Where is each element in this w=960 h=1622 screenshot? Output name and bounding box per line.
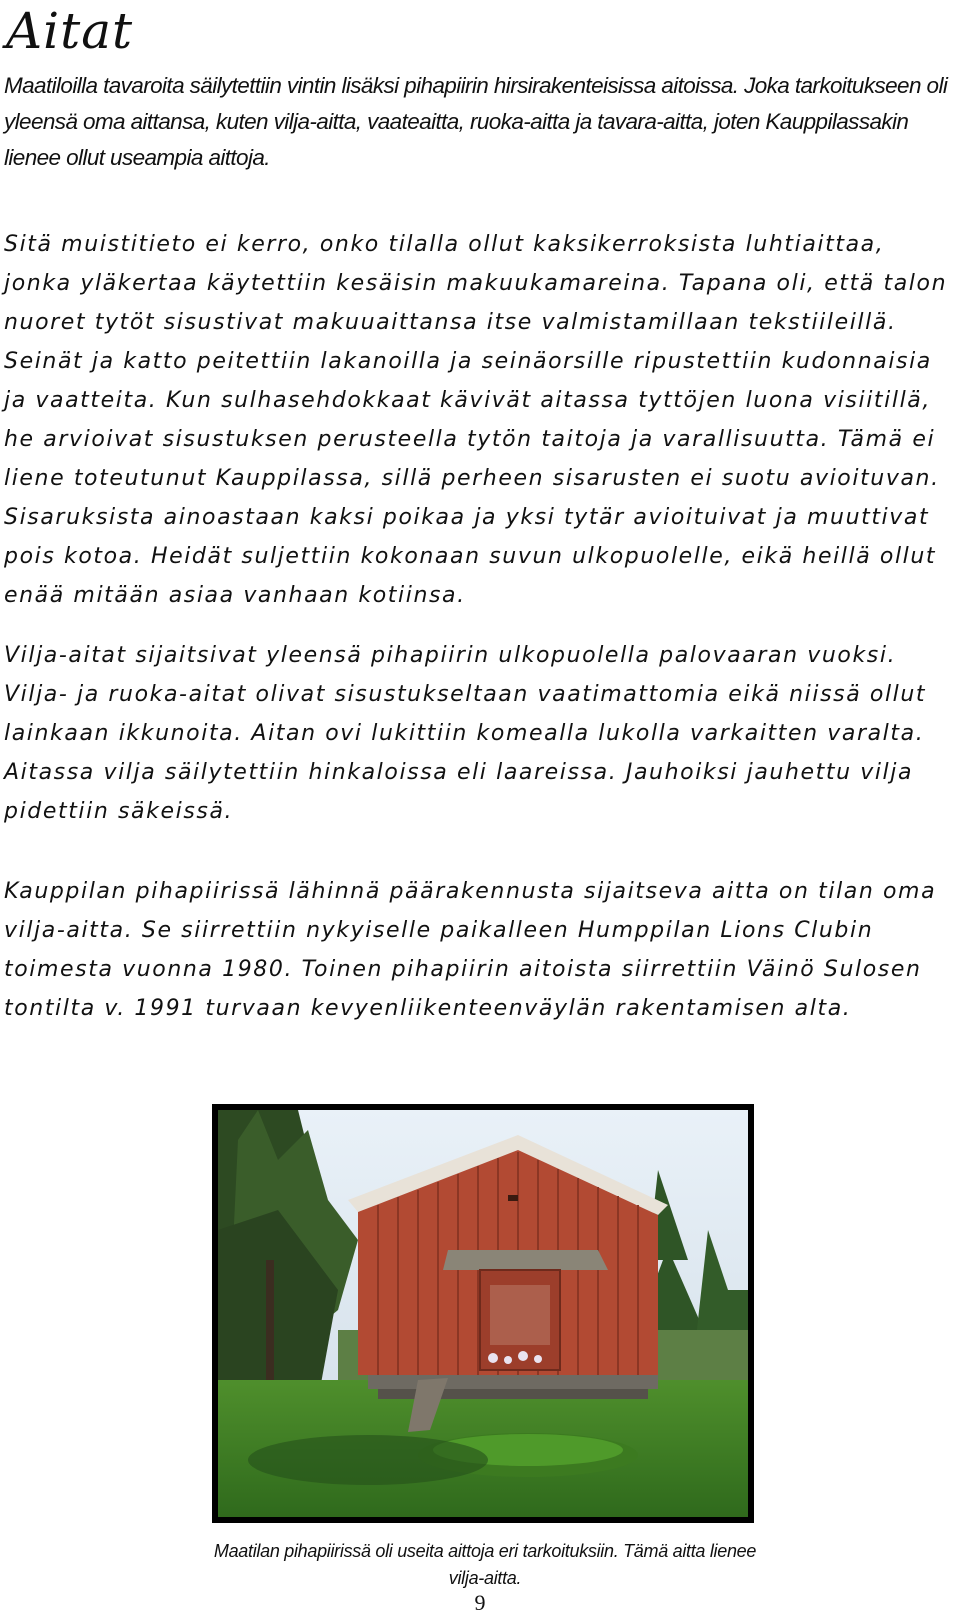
intro-paragraph: Maatiloilla tavaroita säilytettiin vintin lisäksi pihapiirin hirsirakenteisissa aitoissa. Joka tarkoitukseen oli yleensä oma aittansa, kuten vilja-aitta, vaateaitta, ruoka-aitta ja tavara-aitta, joten Kauppilassakin lienee ollut useampia aittoja. [4,73,948,170]
body-paragraph: Sitä muistitieto ei kerro, onko tilalla ollut kaksikerroksista luhtiaittaa, jonka yläkertaa käytettiin kesäisin makuukamareina. Tapana oli, että talon nuoret tytöt sisustivat makuuaittansa itse valmistamillaan tekstiileillä. Seinät ja katto peitettiin lakanoilla ja seinäorsille ripustettiin kudonnaisia ja vaatteita. Kun sulhasehdokkaat kävivät aitassa tyttöjen luona visiitillä, he arvioivat sisustuksen perusteella tytön taitoja ja varallisuutta. Tämä ei liene toteutunut Kauppilassa, sillä perheen sisarusten ei suotu avioituvan. Sisaruksista ainoastaan kaksi poikaa ja yksi tytär avioituivat ja muuttivat pois kotoa. Heidät suljettiin kokonaan suvun ulkopuolelle, eikä heillä ollut enää mitään asiaa vanhaan kotiinsa. [4,232,948,608]
page-title: Aitat [6,2,134,60]
page-number: 9 [474,1590,486,1615]
body-paragraph: Kauppilan pihapiirissä lähinnä päärakennusta sijaitseva aitta on tilan oma vilja-aitta. Se siirrettiin nykyiselle paikalleen Humppilan Lions Clubin toimesta vuonna 1980. Toinen pihapiirin aitoista siirrettiin Väinö Sulosen tontilta v. 1991 turvaan kevyenliikenteenväylän rakentamisen alta. [4,879,937,1021]
photo-caption: Maatilan pihapiirissä oli useita aittoja eri tarkoituksiin. Tämä aitta lienee vilja-aitta. [213,1541,757,1588]
body-paragraph: Vilja-aitat sijaitsivat yleensä pihapiirin ulkopuolella palovaaran vuoksi. Vilja- ja ruoka-aitat olivat sisustukseltaan vaatimattomia eikä niissä ollut lainkaan ikkunoita. Aitan ovi lukittiin komealla lukolla varkaitten varalta. Aitassa vilja säilytettiin hinkaloissa eli laareissa. Jauhoiksi jauhettu vilja pidettiin säkeissä. [4,643,927,824]
granary-photo [212,1104,754,1523]
granary-photo-illustration [218,1110,748,1517]
